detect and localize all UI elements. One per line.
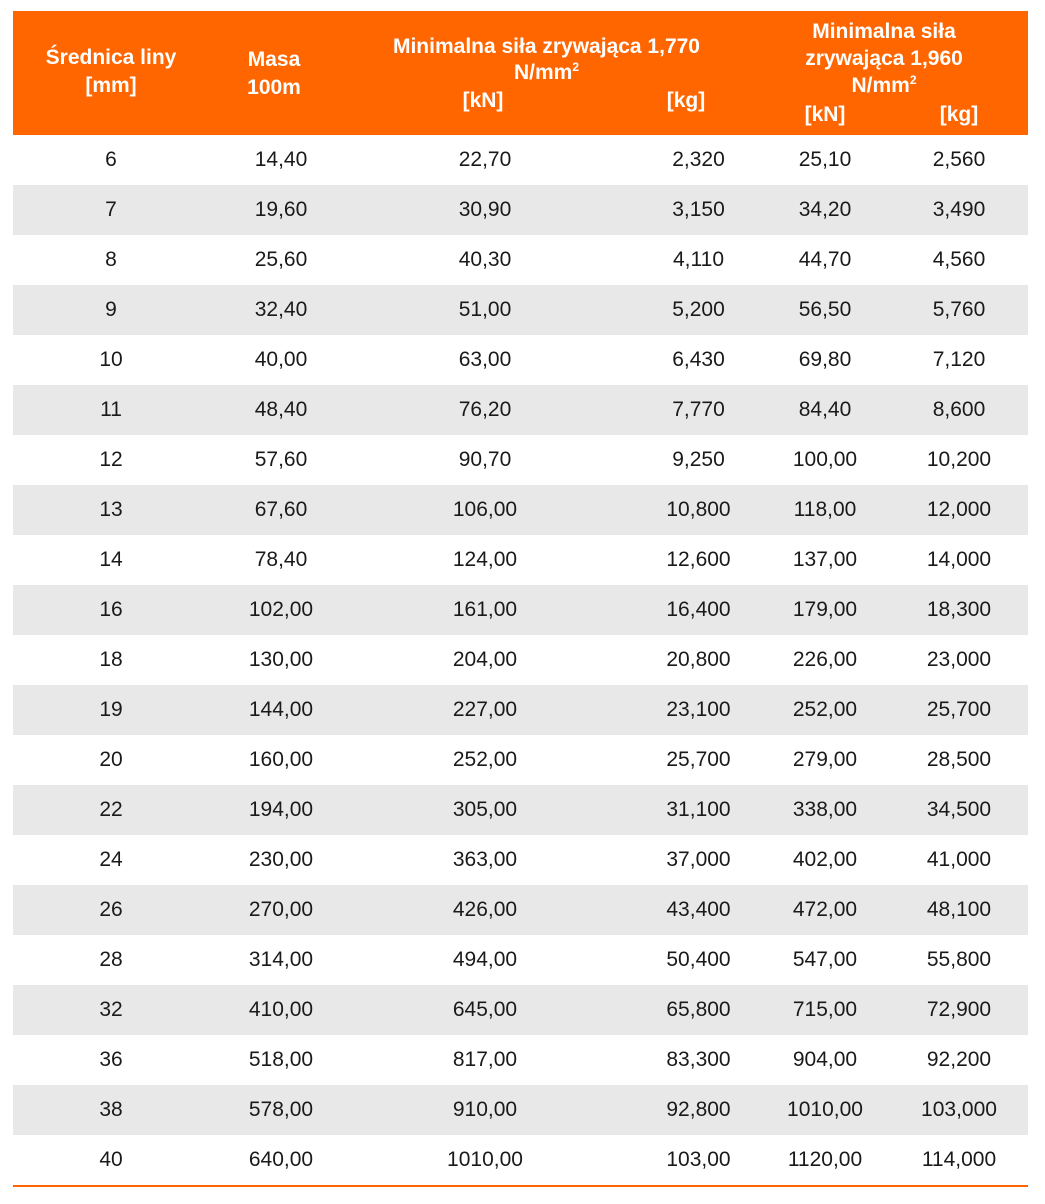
- cell-force-1770-kg: 10,800: [617, 485, 760, 535]
- cell-force-1960-kn: 547,00: [760, 935, 890, 985]
- cell-force-1960-kn: 472,00: [760, 885, 890, 935]
- cell-force-1960-kg: 114,000: [890, 1135, 1028, 1186]
- cell-force-1960-kn: 44,70: [760, 235, 890, 285]
- cell-mass: 410,00: [209, 985, 353, 1035]
- cell-force-1960-kn: 69,80: [760, 335, 890, 385]
- table-row: [13, 485, 1028, 535]
- cell-force-1770-kg: 7,770: [617, 385, 760, 435]
- cell-force-1960-kn: 715,00: [760, 985, 890, 1035]
- table-row: [13, 285, 1028, 335]
- table-row: [13, 235, 1028, 285]
- table-body: [13, 135, 1028, 1186]
- header-diameter-unit: [mm]: [85, 74, 137, 97]
- cell-mass: 130,00: [209, 635, 353, 685]
- header-diameter-label: Średnica liny: [45, 46, 177, 69]
- table-row: [13, 935, 1028, 985]
- cell-force-1770-kn: 51,00: [353, 285, 617, 335]
- cell-force-1770-kg: 92,800: [617, 1085, 760, 1135]
- cell-diameter: 8: [13, 235, 209, 285]
- table-row: [13, 885, 1028, 935]
- header-group-1960: [760, 11, 1028, 135]
- header-group1-kn: [kN]: [462, 89, 504, 112]
- cell-mass: 14,40: [209, 135, 353, 185]
- cell-force-1960-kn: 226,00: [760, 635, 890, 685]
- cell-force-1960-kn: 279,00: [760, 735, 890, 785]
- cell-force-1770-kg: 20,800: [617, 635, 760, 685]
- cell-force-1960-kg: 18,300: [890, 585, 1028, 635]
- cell-mass: 67,60: [209, 485, 353, 535]
- header-group-1770: [353, 11, 760, 135]
- cell-force-1960-kg: 4,560: [890, 235, 1028, 285]
- cell-mass: 78,40: [209, 535, 353, 585]
- cell-force-1960-kg: 92,200: [890, 1035, 1028, 1085]
- cell-force-1960-kn: 338,00: [760, 785, 890, 835]
- cell-force-1770-kg: 4,110: [617, 235, 760, 285]
- cell-diameter: 19: [13, 685, 209, 735]
- cell-mass: 640,00: [209, 1135, 353, 1186]
- table-header: [13, 11, 1028, 135]
- cell-force-1960-kg: 55,800: [890, 935, 1028, 985]
- table-row: [13, 785, 1028, 835]
- cell-force-1770-kg: 9,250: [617, 435, 760, 485]
- header-group2-title-2: zrywająca 1,960: [805, 47, 963, 70]
- cell-force-1960-kn: 179,00: [760, 585, 890, 635]
- cell-force-1960-kn: 252,00: [760, 685, 890, 735]
- table-row: [13, 685, 1028, 735]
- cell-force-1960-kn: 1120,00: [760, 1135, 890, 1186]
- table-row: [13, 985, 1028, 1035]
- cell-force-1770-kn: 645,00: [353, 985, 617, 1035]
- cell-mass: 102,00: [209, 585, 353, 635]
- table-row: [13, 835, 1028, 885]
- cell-diameter: 38: [13, 1085, 209, 1135]
- cell-force-1770-kg: 50,400: [617, 935, 760, 985]
- cell-force-1770-kg: 23,100: [617, 685, 760, 735]
- header-group1-unit: $N/mm^2$: [513, 60, 580, 84]
- cell-diameter: 9: [13, 285, 209, 335]
- cell-force-1960-kg: 8,600: [890, 385, 1028, 435]
- cell-mass: 194,00: [209, 785, 353, 835]
- cell-force-1770-kg: 16,400: [617, 585, 760, 635]
- cell-force-1770-kn: 22,70: [353, 135, 617, 185]
- cell-force-1770-kn: 1010,00: [353, 1135, 617, 1186]
- cell-force-1960-kn: 1010,00: [760, 1085, 890, 1135]
- table-row: [13, 1035, 1028, 1085]
- cell-force-1770-kn: 204,00: [353, 635, 617, 685]
- cell-mass: 160,00: [209, 735, 353, 785]
- cell-diameter: 16: [13, 585, 209, 635]
- cell-force-1770-kg: 103,00: [617, 1135, 760, 1186]
- cell-mass: 230,00: [209, 835, 353, 885]
- table-row: [13, 585, 1028, 635]
- cell-force-1960-kg: 103,000: [890, 1085, 1028, 1135]
- cell-force-1770-kg: 83,300: [617, 1035, 760, 1085]
- cell-diameter: 7: [13, 185, 209, 235]
- cell-force-1770-kn: 817,00: [353, 1035, 617, 1085]
- cell-mass: 25,60: [209, 235, 353, 285]
- cell-force-1770-kn: 227,00: [353, 685, 617, 735]
- cell-force-1770-kn: 76,20: [353, 385, 617, 435]
- cell-diameter: 32: [13, 985, 209, 1035]
- header-group2-kg: [kg]: [939, 103, 979, 126]
- header-mass-label: Masa: [247, 48, 301, 71]
- cell-force-1770-kn: 305,00: [353, 785, 617, 835]
- cell-force-1960-kg: 28,500: [890, 735, 1028, 785]
- cell-mass: 57,60: [209, 435, 353, 485]
- cell-diameter: 24: [13, 835, 209, 885]
- cell-force-1770-kg: 37,000: [617, 835, 760, 885]
- cell-force-1770-kn: 124,00: [353, 535, 617, 585]
- header-mass: [209, 11, 353, 135]
- cell-force-1960-kg: 12,000: [890, 485, 1028, 535]
- cell-force-1960-kn: 34,20: [760, 185, 890, 235]
- cell-force-1960-kg: 41,000: [890, 835, 1028, 885]
- cell-force-1770-kn: 161,00: [353, 585, 617, 635]
- cell-force-1960-kn: 56,50: [760, 285, 890, 335]
- table-row: [13, 735, 1028, 785]
- cell-force-1770-kn: 106,00: [353, 485, 617, 535]
- cell-force-1960-kg: 23,000: [890, 635, 1028, 685]
- cell-mass: 270,00: [209, 885, 353, 935]
- rope-spec-table: [13, 11, 1028, 1187]
- header-group2-unit: $N/mm^2$: [851, 73, 917, 97]
- cell-mass: 578,00: [209, 1085, 353, 1135]
- cell-diameter: 10: [13, 335, 209, 385]
- cell-force-1960-kg: 34,500: [890, 785, 1028, 835]
- cell-force-1960-kn: 100,00: [760, 435, 890, 485]
- cell-force-1960-kg: 72,900: [890, 985, 1028, 1035]
- cell-mass: 40,00: [209, 335, 353, 385]
- cell-force-1770-kg: 6,430: [617, 335, 760, 385]
- cell-force-1770-kg: 12,600: [617, 535, 760, 585]
- cell-diameter: 12: [13, 435, 209, 485]
- table-row: [13, 535, 1028, 585]
- cell-diameter: 20: [13, 735, 209, 785]
- cell-force-1770-kg: 3,150: [617, 185, 760, 235]
- cell-force-1770-kn: 63,00: [353, 335, 617, 385]
- cell-mass: 314,00: [209, 935, 353, 985]
- cell-force-1770-kn: 910,00: [353, 1085, 617, 1135]
- cell-force-1960-kn: 402,00: [760, 835, 890, 885]
- header-group2-title-1: Minimalna siła: [812, 20, 956, 43]
- cell-diameter: 18: [13, 635, 209, 685]
- cell-diameter: 11: [13, 385, 209, 435]
- cell-mass: 19,60: [209, 185, 353, 235]
- cell-diameter: 40: [13, 1135, 209, 1186]
- header-group2-kn: [kN]: [804, 103, 846, 126]
- cell-diameter: 14: [13, 535, 209, 585]
- cell-mass: 32,40: [209, 285, 353, 335]
- cell-force-1770-kn: 90,70: [353, 435, 617, 485]
- cell-force-1960-kg: 5,760: [890, 285, 1028, 335]
- table-row: [13, 635, 1028, 685]
- cell-mass: 518,00: [209, 1035, 353, 1085]
- cell-diameter: 22: [13, 785, 209, 835]
- cell-force-1770-kn: 40,30: [353, 235, 617, 285]
- header-group1-title: Minimalna siła zrywająca 1,770: [392, 35, 700, 58]
- cell-force-1770-kg: 65,800: [617, 985, 760, 1035]
- cell-mass: 144,00: [209, 685, 353, 735]
- cell-diameter: 13: [13, 485, 209, 535]
- cell-force-1770-kn: 363,00: [353, 835, 617, 885]
- table-row: [13, 385, 1028, 435]
- cell-diameter: 36: [13, 1035, 209, 1085]
- cell-force-1960-kg: 14,000: [890, 535, 1028, 585]
- cell-force-1960-kn: 84,40: [760, 385, 890, 435]
- cell-force-1770-kg: 2,320: [617, 135, 760, 185]
- table-row: [13, 1085, 1028, 1135]
- header-diameter: [13, 11, 209, 135]
- cell-force-1960-kg: 25,700: [890, 685, 1028, 735]
- cell-force-1770-kg: 31,100: [617, 785, 760, 835]
- cell-force-1960-kn: 137,00: [760, 535, 890, 585]
- cell-force-1960-kg: 3,490: [890, 185, 1028, 235]
- cell-force-1770-kn: 30,90: [353, 185, 617, 235]
- cell-force-1960-kn: 904,00: [760, 1035, 890, 1085]
- cell-diameter: 28: [13, 935, 209, 985]
- cell-force-1770-kn: 426,00: [353, 885, 617, 935]
- table-row: [13, 185, 1028, 235]
- cell-force-1960-kn: 118,00: [760, 485, 890, 535]
- cell-force-1960-kg: 2,560: [890, 135, 1028, 185]
- header-mass-sub: 100m: [247, 76, 301, 99]
- cell-force-1960-kg: 48,100: [890, 885, 1028, 935]
- cell-force-1960-kg: 10,200: [890, 435, 1028, 485]
- header-group1-kg: [kg]: [666, 89, 706, 112]
- cell-force-1770-kg: 5,200: [617, 285, 760, 335]
- table-row: [13, 435, 1028, 485]
- cell-force-1960-kg: 7,120: [890, 335, 1028, 385]
- cell-diameter: 6: [13, 135, 209, 185]
- table-row: [13, 335, 1028, 385]
- cell-force-1770-kg: 43,400: [617, 885, 760, 935]
- cell-force-1770-kg: 25,700: [617, 735, 760, 785]
- cell-diameter: 26: [13, 885, 209, 935]
- table-row: [13, 1135, 1028, 1186]
- cell-force-1770-kn: 252,00: [353, 735, 617, 785]
- cell-force-1770-kn: 494,00: [353, 935, 617, 985]
- cell-force-1960-kn: 25,10: [760, 135, 890, 185]
- table-row: [13, 135, 1028, 185]
- cell-mass: 48,40: [209, 385, 353, 435]
